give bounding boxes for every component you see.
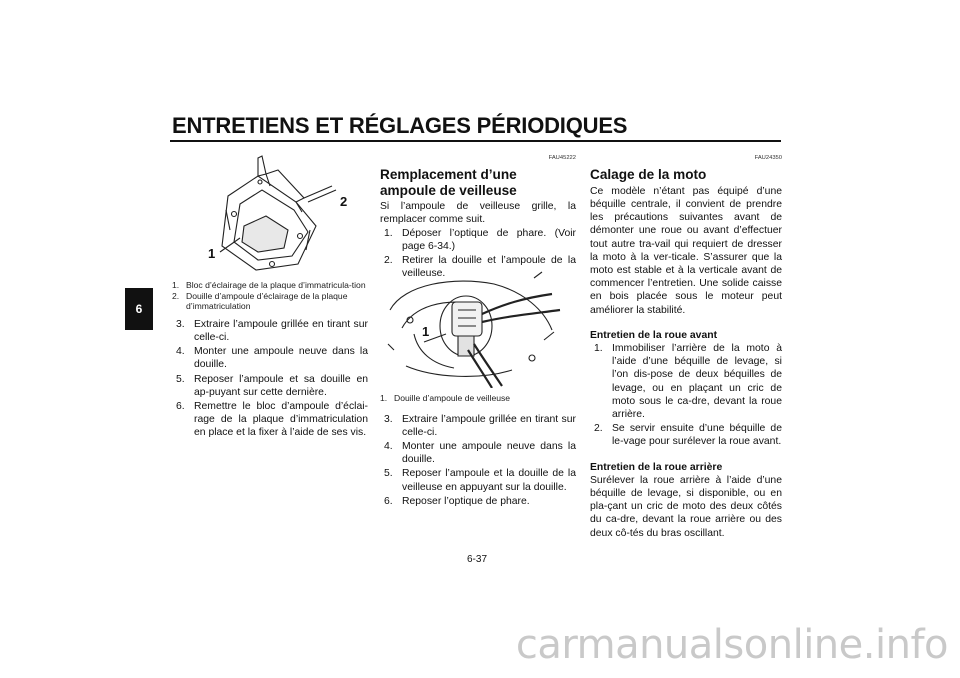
position-light-socket-figure: [384, 270, 572, 388]
rear-wheel-heading: Entretien de la roue arrière: [590, 461, 723, 473]
watermark: carmanualsonline.info: [515, 622, 948, 668]
step-item: 5. Reposer l’ampoule et sa douille en ap-puyant sur cette dernière.: [176, 373, 368, 398]
callout-1: 1: [422, 324, 430, 339]
step-item: 3. Extraire l’ampoule grillée en tirant sur celle-ci.: [176, 318, 368, 343]
page-title: ENTRETIENS ET RÉGLAGES PÉRIODIQUES: [172, 113, 628, 138]
caption-item: 1. Douille d’ampoule de veilleuse: [380, 393, 511, 403]
title-rule: [170, 140, 781, 142]
section-intro: Ce modèle n’étant pas équipé d’une béquille centrale, il convient de prendre les précautions suivantes avant de démonter une roue ou avant d’effectuer tout autre tra-vail qui requiert de dresser la moto à la ver-ticale. S’assurer que la moto est stable et à la verticale avant de commencer l’entretien. Une solide caisse en bois placée sous le moteur peut améliorer la stabilité.: [590, 185, 782, 316]
steps-list: [380, 413, 576, 508]
step-item: 2. Se servir ensuite d’une béquille de le-vage pour surélever la roue avant.: [594, 423, 782, 448]
front-wheel-heading: Entretien de la roue avant: [590, 329, 718, 341]
section-intro: Si l’ampoule de veilleuse grille, la remplacer comme suit.: [380, 201, 576, 226]
section-heading: Calage de la moto: [590, 167, 707, 183]
left-column: [172, 280, 368, 441]
caption-item: 2. Douille d’ampoule d’éclairage de la plaque d’immatriculation: [172, 290, 348, 312]
step-item: 1. Immobiliser l’arrière de la moto à l’aide d’une béquille de levage, si l’on dis-pose de deux béquilles de levage, ou en plaçant un cric de moto sous le ca-dre, devant la roue arrière.: [594, 342, 782, 420]
right-column: [590, 152, 782, 540]
step-item: 5. Reposer l’ampoule et la douille de la veilleuse en appuyant sur la douille.: [384, 468, 576, 493]
middle-column: [380, 152, 576, 281]
step-item: 3. Extraire l’ampoule grillée en tirant sur celle-ci.: [384, 413, 576, 438]
caption-item: 1. Bloc d’éclairage de la plaque d’immatricula-tion: [172, 280, 366, 290]
page-number: 6-37: [467, 554, 488, 565]
step-item: 6. Reposer l’optique de phare.: [384, 495, 530, 507]
step-item: 2. Retirer la douille et l’ampoule de la veilleuse.: [384, 255, 576, 280]
rear-wheel-text: Surélever la roue arrière à l’aide d’une béquille de levage, si disponible, ou en pla-çant un cric de moto des deux côtés du ca-dre, devant la roue arrière ou des deux cô-tés du bras oscillant.: [590, 474, 782, 539]
figure-caption-list: [172, 280, 368, 312]
callout-2: 2: [340, 194, 348, 209]
license-plate-light-figure: [200, 152, 360, 278]
callout-1: 1: [208, 246, 216, 261]
section-code: FAU45222: [548, 155, 576, 161]
step-item: 1. Déposer l’optique de phare. (Voir page 6-34.): [384, 227, 576, 252]
step-item: 4. Monter une ampoule neuve dans la douille.: [176, 346, 368, 371]
chapter-tab: 6: [125, 288, 153, 330]
steps-list: [590, 342, 782, 449]
figure-caption-list: [380, 393, 576, 404]
section-code: FAU24350: [754, 155, 782, 161]
middle-column-lower: [380, 393, 576, 509]
step-item: 6. Remettre le bloc d’ampoule d’éclai-rage de la plaque d’immatriculation en place et la fixer à l’aide de ses vis.: [176, 401, 368, 439]
step-item: 4. Monter une ampoule neuve dans la douille.: [384, 441, 576, 466]
section-heading: Remplacement d’une ampoule de veilleuse: [380, 167, 517, 198]
steps-list: [172, 318, 368, 440]
